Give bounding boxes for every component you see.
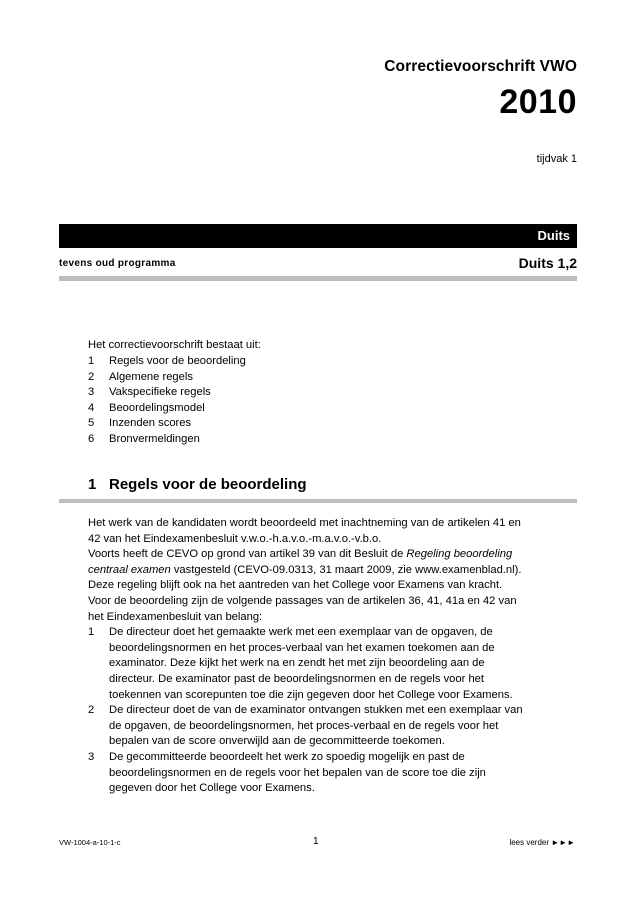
program-note: tevens oud programma: [59, 258, 176, 269]
body-line: [88, 563, 578, 579]
toc-intro: Het correctievoorschrift bestaat uit:: [88, 339, 261, 351]
body-text: Voorts heeft de CEVO op grond van artikel 39 van dit Besluit de: [88, 548, 407, 561]
item-line: De gecommitteerde beoordeelt het werk zo spoedig mogelijk en past de: [109, 750, 465, 763]
body-line: Deze regeling blijft ook na het aantreden van het College voor Examens van kracht.: [88, 579, 503, 592]
section-heading: [88, 476, 307, 493]
item-number: 1: [88, 626, 95, 639]
item-line: De directeur doet de van de examinator ontvangen stukken met een exemplaar van: [109, 704, 523, 717]
item-line: bepalen van de score onverwijld aan de gecommitteerde toekomen.: [109, 735, 445, 748]
body-line: [88, 547, 578, 563]
subject-code: Duits 1,2: [518, 255, 577, 271]
section-body: [88, 516, 578, 797]
toc-item-label: Inzenden scores: [109, 417, 192, 429]
regulation-title-cont: centraal examen: [88, 563, 171, 576]
item-line: De directeur doet het gemaakte werk met een exemplaar van de opgaven, de: [109, 626, 493, 639]
item-line: examinator. Deze kijkt het werk na en zendt het met zijn beoordeling aan de: [109, 657, 485, 670]
section-number: 1: [88, 476, 97, 493]
body-line: 42 van het Eindexamenbesluit v.w.o.-h.a.v.o.-m.a.v.o.-v.b.o.: [88, 532, 382, 545]
toc-item-number: 6: [88, 432, 95, 445]
item-line: directeur. De examinator past de beoordelingsnormen en de regels voor het: [109, 672, 485, 685]
continue-note: lees verder ►►►: [509, 838, 575, 847]
toc-item-number: 5: [88, 417, 95, 429]
item-line: de opgaven, de beoordelingsnormen, het proces-verbaal en de regels voor het: [109, 719, 499, 732]
subject-bar: [59, 224, 577, 248]
numbered-item: [88, 625, 578, 703]
body-line: Het werk van de kandidaten wordt beoordeeld met inachtneming van de artikelen 41 en: [88, 517, 521, 529]
toc-item-label: Bronvermeldingen: [109, 432, 200, 445]
item-line: beoordelingsnormen en de regels voor het bepalen van de score toe die zijn: [109, 766, 486, 779]
page-number: 1: [313, 836, 319, 847]
toc-item-label: Algemene regels: [109, 370, 193, 383]
toc-item-number: 3: [88, 386, 95, 398]
numbered-item: [88, 750, 578, 797]
item-line: beoordelingsnormen en het proces-verbaal van het examen toekomen aan de: [109, 641, 495, 654]
item-number: 2: [88, 704, 95, 717]
toc-item: [88, 385, 246, 401]
document-title: Correctievoorschrift VWO: [384, 58, 577, 75]
toc-item-label: Regels voor de beoordeling: [109, 355, 246, 367]
regulation-title: Regeling beoordeling: [406, 548, 513, 561]
table-of-contents: [88, 354, 246, 447]
subject-name: Duits: [537, 228, 570, 243]
header-divider: [59, 276, 577, 281]
item-line: toekennen van scorepunten toe die zijn gegeven door het College voor Examens.: [109, 688, 513, 701]
numbered-item: [88, 703, 578, 750]
section-title: Regels voor de beoordeling: [109, 476, 307, 493]
document-code: VW-1004-a-10-1-c: [59, 838, 121, 847]
toc-item-label: Vakspecifieke regels: [109, 386, 211, 398]
toc-item: [88, 401, 246, 417]
exam-year: 2010: [499, 83, 577, 121]
body-text: vastgesteld (CEVO-09.0313, 31 maart 2009, zie www.examenblad.nl).: [170, 563, 522, 576]
section-divider: [59, 499, 577, 503]
exam-period: tijdvak 1: [536, 153, 577, 165]
toc-item: [88, 416, 246, 432]
toc-item: [88, 432, 246, 448]
toc-item-number: 1: [88, 355, 95, 367]
toc-item: [88, 370, 246, 386]
toc-item-number: 4: [88, 401, 95, 414]
toc-item-number: 2: [88, 370, 95, 383]
toc-item: [88, 354, 246, 370]
body-line: het Eindexamenbesluit van belang:: [88, 610, 263, 623]
body-line: Voor de beoordeling zijn de volgende passages van de artikelen 36, 41, 41a en 42 van: [88, 594, 517, 607]
toc-item-label: Beoordelingsmodel: [109, 401, 205, 414]
item-number: 3: [88, 750, 95, 763]
item-line: gegeven door het College voor Examens.: [109, 782, 315, 795]
